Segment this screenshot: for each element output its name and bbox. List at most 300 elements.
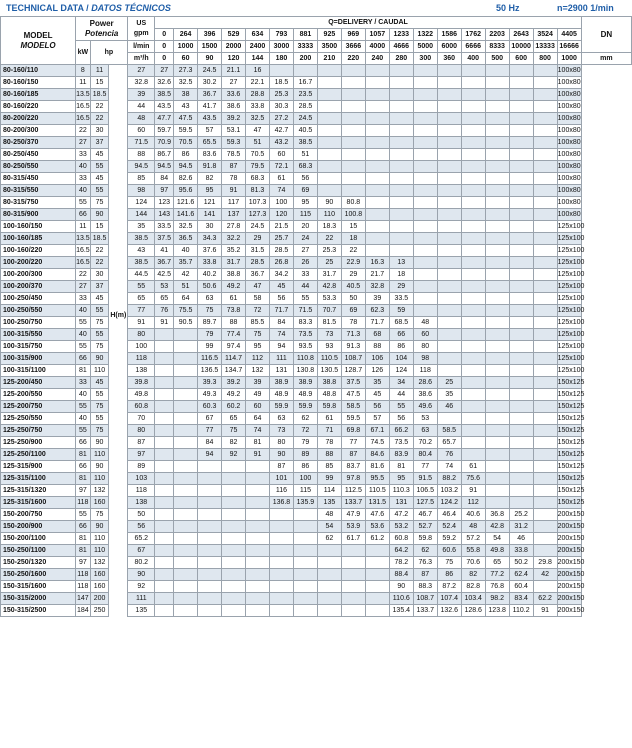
head-value-cell: 35 bbox=[365, 377, 389, 389]
head-value-cell: 91.3 bbox=[341, 341, 365, 353]
head-value-cell bbox=[317, 77, 341, 89]
head-value-cell: 18.5 bbox=[269, 77, 293, 89]
dn-cell: 200x150 bbox=[557, 569, 581, 581]
gpm-value: 3524 bbox=[533, 29, 557, 41]
head-value-cell: 94.5 bbox=[128, 161, 155, 173]
head-value-cell: 54 bbox=[485, 533, 509, 545]
head-value-cell bbox=[155, 437, 174, 449]
head-value-cell: 47.5 bbox=[341, 389, 365, 401]
model-cell: 125-250/550 bbox=[1, 413, 76, 425]
head-value-cell bbox=[155, 533, 174, 545]
head-value-cell: 52.7 bbox=[413, 521, 437, 533]
frequency-label: 50 Hz bbox=[496, 3, 520, 13]
head-value-cell: 59.8 bbox=[317, 401, 341, 413]
head-value-cell bbox=[461, 161, 485, 173]
kw-header: kW bbox=[76, 41, 91, 65]
head-value-cell: 30.3 bbox=[269, 101, 293, 113]
head-value-cell bbox=[174, 461, 198, 473]
head-value-cell: 51 bbox=[174, 281, 198, 293]
head-value-cell: 49.6 bbox=[413, 401, 437, 413]
head-value-cell bbox=[461, 425, 485, 437]
head-value-cell: 16 bbox=[246, 65, 270, 77]
head-value-cell bbox=[413, 137, 437, 149]
head-value-cell bbox=[461, 365, 485, 377]
head-value-cell bbox=[461, 185, 485, 197]
head-value-cell: 60.3 bbox=[198, 401, 222, 413]
dn-cell: 125x100 bbox=[557, 305, 581, 317]
head-value-cell: 81 bbox=[246, 437, 270, 449]
lmin-value: 16666 bbox=[557, 41, 581, 53]
head-value-cell: 83.3 bbox=[293, 317, 317, 329]
head-value-cell bbox=[155, 353, 174, 365]
head-value-cell: 61 bbox=[269, 173, 293, 185]
kw-cell: 55 bbox=[76, 401, 91, 413]
head-value-cell bbox=[437, 269, 461, 281]
head-value-cell bbox=[533, 413, 557, 425]
head-value-cell bbox=[533, 545, 557, 557]
head-value-cell: 83.9 bbox=[389, 449, 413, 461]
head-value-cell: 39.3 bbox=[198, 377, 222, 389]
head-value-cell bbox=[533, 89, 557, 101]
head-value-cell: 137 bbox=[222, 209, 246, 221]
head-value-cell: 141 bbox=[198, 209, 222, 221]
head-value-cell bbox=[269, 581, 293, 593]
head-value-cell bbox=[389, 209, 413, 221]
table-row bbox=[1, 293, 632, 305]
head-value-cell bbox=[533, 437, 557, 449]
head-value-cell: 43.2 bbox=[269, 137, 293, 149]
head-value-cell: 63 bbox=[269, 413, 293, 425]
head-value-cell: 43.5 bbox=[155, 101, 174, 113]
head-value-cell bbox=[509, 281, 533, 293]
dn-cell: 150x125 bbox=[557, 425, 581, 437]
table-row bbox=[1, 317, 632, 329]
head-value-cell: 93.5 bbox=[293, 341, 317, 353]
head-value-cell: 131 bbox=[389, 497, 413, 509]
head-value-cell bbox=[437, 413, 461, 425]
model-cell: 125-315/1100 bbox=[1, 473, 76, 485]
dn-cell: 100x80 bbox=[557, 101, 581, 113]
hp-cell: 22 bbox=[90, 113, 109, 125]
gpm-unit-header bbox=[128, 17, 155, 41]
head-value-cell: 72.1 bbox=[269, 161, 293, 173]
head-value-cell bbox=[485, 425, 509, 437]
head-value-cell: 138 bbox=[128, 365, 155, 377]
gpm-value: 264 bbox=[174, 29, 198, 41]
head-value-cell bbox=[246, 605, 270, 617]
hp-cell: 90 bbox=[90, 461, 109, 473]
table-row bbox=[1, 485, 632, 497]
head-value-cell bbox=[174, 497, 198, 509]
head-value-cell: 76 bbox=[155, 305, 174, 317]
table-row bbox=[1, 545, 632, 557]
head-value-cell: 53.1 bbox=[222, 125, 246, 137]
head-value-cell bbox=[222, 485, 246, 497]
head-value-cell bbox=[413, 65, 437, 77]
head-value-cell: 48.9 bbox=[293, 389, 317, 401]
head-value-cell bbox=[533, 221, 557, 233]
head-value-cell: 94.5 bbox=[174, 161, 198, 173]
head-value-cell: 32.5 bbox=[174, 221, 198, 233]
head-value-cell: 91.5 bbox=[413, 473, 437, 485]
head-value-cell: 76.8 bbox=[485, 581, 509, 593]
head-value-cell bbox=[461, 353, 485, 365]
dn-cell: 125x100 bbox=[557, 293, 581, 305]
head-value-cell bbox=[485, 101, 509, 113]
head-value-cell bbox=[437, 245, 461, 257]
model-cell: 150-200/750 bbox=[1, 509, 76, 521]
head-value-cell: 26.8 bbox=[269, 257, 293, 269]
head-value-cell: 108.7 bbox=[341, 353, 365, 365]
head-value-cell bbox=[509, 233, 533, 245]
head-value-cell: 63 bbox=[198, 293, 222, 305]
lmin-unit-header: l/min bbox=[128, 41, 155, 53]
kw-cell: 40 bbox=[76, 329, 91, 341]
head-value-cell bbox=[437, 77, 461, 89]
head-value-cell bbox=[174, 365, 198, 377]
head-value-cell: 62.2 bbox=[533, 593, 557, 605]
head-value-cell: 71.5 bbox=[128, 137, 155, 149]
dn-cell: 100x80 bbox=[557, 209, 581, 221]
lmin-value: 0 bbox=[155, 41, 174, 53]
head-value-cell bbox=[365, 161, 389, 173]
table-row bbox=[1, 509, 632, 521]
kw-cell: 81 bbox=[76, 449, 91, 461]
head-value-cell: 91 bbox=[222, 185, 246, 197]
head-value-cell bbox=[437, 365, 461, 377]
head-value-cell bbox=[533, 233, 557, 245]
head-value-cell: 36.8 bbox=[485, 509, 509, 521]
head-value-cell bbox=[485, 485, 509, 497]
head-value-cell bbox=[461, 401, 485, 413]
head-value-cell: 48 bbox=[413, 317, 437, 329]
hp-cell: 110 bbox=[90, 545, 109, 557]
head-value-cell: 55.8 bbox=[461, 545, 485, 557]
head-value-cell bbox=[461, 77, 485, 89]
kw-cell: 40 bbox=[76, 161, 91, 173]
head-value-cell bbox=[485, 137, 509, 149]
model-cell: 100-250/550 bbox=[1, 305, 76, 317]
head-value-cell bbox=[485, 149, 509, 161]
head-value-cell bbox=[437, 173, 461, 185]
head-value-cell: 22 bbox=[341, 245, 365, 257]
head-value-cell: 35 bbox=[437, 389, 461, 401]
head-value-cell: 37.5 bbox=[155, 233, 174, 245]
head-value-cell bbox=[533, 101, 557, 113]
head-value-cell bbox=[509, 353, 533, 365]
head-value-cell: 59.9 bbox=[269, 401, 293, 413]
hp-cell: 30 bbox=[90, 269, 109, 281]
head-value-cell bbox=[509, 485, 533, 497]
kw-cell: 55 bbox=[76, 317, 91, 329]
head-value-cell: 27 bbox=[128, 65, 155, 77]
head-value-cell: 88 bbox=[222, 317, 246, 329]
model-header-es: MODELO bbox=[20, 40, 56, 50]
dn-cell: 200x150 bbox=[557, 605, 581, 617]
head-value-cell: 48 bbox=[461, 521, 485, 533]
head-value-cell: 132.6 bbox=[437, 605, 461, 617]
model-cell: 125-250/1100 bbox=[1, 449, 76, 461]
head-value-cell bbox=[389, 161, 413, 173]
dn-cell: 150x125 bbox=[557, 461, 581, 473]
head-value-cell: 79 bbox=[293, 437, 317, 449]
head-value-cell bbox=[461, 257, 485, 269]
head-value-cell bbox=[533, 245, 557, 257]
model-cell: 80-315/450 bbox=[1, 173, 76, 185]
head-value-cell bbox=[461, 89, 485, 101]
head-value-cell: 59.7 bbox=[155, 125, 174, 137]
head-value-cell: 78 bbox=[317, 437, 341, 449]
head-value-cell: 56 bbox=[389, 413, 413, 425]
head-value-cell: 62 bbox=[317, 533, 341, 545]
head-value-cell bbox=[533, 473, 557, 485]
head-value-cell bbox=[437, 353, 461, 365]
head-value-cell: 77 bbox=[198, 425, 222, 437]
head-value-cell bbox=[269, 605, 293, 617]
table-row bbox=[1, 593, 632, 605]
model-cell: 150-250/1600 bbox=[1, 569, 76, 581]
head-value-cell bbox=[485, 113, 509, 125]
head-value-cell: 47.9 bbox=[341, 509, 365, 521]
head-value-cell: 42 bbox=[533, 569, 557, 581]
hp-cell: 37 bbox=[90, 281, 109, 293]
head-value-cell bbox=[485, 449, 509, 461]
model-cell: 100-160/185 bbox=[1, 233, 76, 245]
head-value-cell bbox=[317, 137, 341, 149]
head-value-cell: 35.2 bbox=[222, 245, 246, 257]
head-value-cell: 93 bbox=[317, 341, 341, 353]
head-value-cell bbox=[485, 65, 509, 77]
head-value-cell: 115 bbox=[293, 209, 317, 221]
head-value-cell: 59.5 bbox=[174, 125, 198, 137]
model-cell: 100-200/370 bbox=[1, 281, 76, 293]
head-value-cell: 27.2 bbox=[269, 113, 293, 125]
head-value-cell bbox=[509, 149, 533, 161]
head-value-cell: 90 bbox=[389, 581, 413, 593]
dn-cell: 150x125 bbox=[557, 449, 581, 461]
m3h-value: 220 bbox=[341, 53, 365, 65]
gpm-label: gpm bbox=[133, 29, 149, 37]
head-value-cell bbox=[365, 173, 389, 185]
head-value-cell: 74 bbox=[437, 461, 461, 473]
kw-cell: 16.5 bbox=[76, 245, 91, 257]
head-value-cell: 45 bbox=[365, 389, 389, 401]
m3h-value: 200 bbox=[293, 53, 317, 65]
head-value-cell bbox=[389, 233, 413, 245]
gpm-value: 0 bbox=[155, 29, 174, 41]
head-value-cell: 83.6 bbox=[198, 149, 222, 161]
dn-cell: 150x125 bbox=[557, 413, 581, 425]
head-value-cell: 69 bbox=[293, 185, 317, 197]
table-row bbox=[1, 365, 632, 377]
kw-cell: 81 bbox=[76, 545, 91, 557]
model-cell: 80-200/220 bbox=[1, 113, 76, 125]
head-value-cell: 84 bbox=[269, 317, 293, 329]
head-value-cell: 116 bbox=[269, 485, 293, 497]
head-value-cell: 53.2 bbox=[389, 521, 413, 533]
head-value-cell bbox=[533, 77, 557, 89]
hp-cell: 160 bbox=[90, 581, 109, 593]
head-value-cell: 71 bbox=[317, 425, 341, 437]
head-value-cell: 43 bbox=[128, 245, 155, 257]
head-value-cell: 40 bbox=[174, 245, 198, 257]
head-value-cell: 62 bbox=[413, 545, 437, 557]
head-value-cell: 99 bbox=[317, 473, 341, 485]
head-value-cell: 82 bbox=[222, 437, 246, 449]
head-value-cell bbox=[509, 65, 533, 77]
head-value-cell: 40.6 bbox=[461, 509, 485, 521]
head-value-cell: 59.2 bbox=[437, 533, 461, 545]
head-value-cell: 25.3 bbox=[269, 89, 293, 101]
head-value-cell bbox=[293, 509, 317, 521]
head-value-cell bbox=[341, 569, 365, 581]
head-value-cell bbox=[509, 209, 533, 221]
head-value-cell: 21.1 bbox=[222, 65, 246, 77]
table-row bbox=[1, 185, 632, 197]
m3h-value: 360 bbox=[437, 53, 461, 65]
dn-cell: 100x80 bbox=[557, 173, 581, 185]
head-value-cell bbox=[509, 185, 533, 197]
head-value-cell: 25.3 bbox=[317, 245, 341, 257]
head-value-cell: 42.8 bbox=[485, 521, 509, 533]
head-value-cell: 95.6 bbox=[174, 185, 198, 197]
head-value-cell: 70.5 bbox=[174, 137, 198, 149]
head-value-cell bbox=[365, 233, 389, 245]
gpm-value: 1322 bbox=[413, 29, 437, 41]
head-value-cell bbox=[485, 353, 509, 365]
head-value-cell: 55 bbox=[128, 281, 155, 293]
head-value-cell bbox=[509, 101, 533, 113]
dn-header: DN bbox=[581, 17, 631, 53]
head-value-cell: 51 bbox=[246, 137, 270, 149]
hp-cell: 15 bbox=[90, 221, 109, 233]
kw-cell: 13.5 bbox=[76, 233, 91, 245]
head-value-cell bbox=[269, 557, 293, 569]
head-value-cell bbox=[461, 281, 485, 293]
head-value-cell: 47.6 bbox=[365, 509, 389, 521]
head-value-cell: 110.6 bbox=[389, 593, 413, 605]
head-value-cell: 63 bbox=[413, 425, 437, 437]
head-value-cell: 112 bbox=[246, 353, 270, 365]
head-value-cell: 78 bbox=[222, 173, 246, 185]
table-row bbox=[1, 149, 632, 161]
head-value-cell bbox=[341, 173, 365, 185]
head-value-cell: 121.6 bbox=[174, 197, 198, 209]
m3h-value: 0 bbox=[155, 53, 174, 65]
table-row bbox=[1, 521, 632, 533]
head-value-cell: 90 bbox=[128, 569, 155, 581]
lmin-value: 2000 bbox=[222, 41, 246, 53]
head-value-cell: 73 bbox=[269, 425, 293, 437]
kw-cell: 55 bbox=[76, 341, 91, 353]
head-value-cell: 36.7 bbox=[198, 89, 222, 101]
head-value-cell: 31.5 bbox=[246, 245, 270, 257]
head-label: H(m) bbox=[110, 312, 127, 319]
head-value-cell bbox=[485, 185, 509, 197]
head-value-cell bbox=[155, 521, 174, 533]
head-value-cell bbox=[509, 377, 533, 389]
head-value-cell: 73.5 bbox=[389, 437, 413, 449]
head-value-cell bbox=[293, 65, 317, 77]
hp-cell: 22 bbox=[90, 101, 109, 113]
head-value-cell bbox=[533, 161, 557, 173]
head-value-cell: 34.3 bbox=[198, 233, 222, 245]
hp-cell: 55 bbox=[90, 305, 109, 317]
head-value-cell bbox=[317, 545, 341, 557]
table-row bbox=[1, 137, 632, 149]
head-value-cell bbox=[341, 161, 365, 173]
head-value-cell: 71.7 bbox=[269, 305, 293, 317]
head-value-cell bbox=[155, 557, 174, 569]
head-value-cell bbox=[485, 317, 509, 329]
head-value-cell: 89.7 bbox=[198, 317, 222, 329]
head-value-cell: 27 bbox=[293, 245, 317, 257]
head-value-cell bbox=[155, 461, 174, 473]
lmin-value: 6000 bbox=[437, 41, 461, 53]
head-value-cell bbox=[485, 401, 509, 413]
head-value-cell bbox=[509, 461, 533, 473]
head-value-cell: 57 bbox=[365, 413, 389, 425]
head-value-cell: 116.5 bbox=[198, 353, 222, 365]
head-value-cell bbox=[437, 281, 461, 293]
head-value-cell bbox=[413, 305, 437, 317]
head-value-cell: 36.5 bbox=[174, 233, 198, 245]
kw-cell: 81 bbox=[76, 365, 91, 377]
head-value-cell: 72 bbox=[293, 425, 317, 437]
head-value-cell bbox=[461, 269, 485, 281]
head-value-cell bbox=[341, 89, 365, 101]
head-value-cell bbox=[341, 65, 365, 77]
head-value-cell bbox=[174, 605, 198, 617]
head-value-cell bbox=[485, 341, 509, 353]
dn-cell: 125x100 bbox=[557, 257, 581, 269]
head-value-cell: 67.1 bbox=[365, 425, 389, 437]
model-cell: 150-250/1320 bbox=[1, 557, 76, 569]
head-value-cell bbox=[461, 413, 485, 425]
kw-cell: 66 bbox=[76, 437, 91, 449]
dn-cell: 100x80 bbox=[557, 89, 581, 101]
dn-cell: 200x150 bbox=[557, 545, 581, 557]
head-value-cell: 29.8 bbox=[533, 557, 557, 569]
head-value-cell bbox=[509, 329, 533, 341]
head-value-cell: 59.9 bbox=[293, 401, 317, 413]
head-value-cell bbox=[437, 329, 461, 341]
model-cell: 150-315/2500 bbox=[1, 605, 76, 617]
lmin-value: 3666 bbox=[341, 41, 365, 53]
head-value-cell: 50.6 bbox=[198, 281, 222, 293]
head-value-cell bbox=[155, 605, 174, 617]
head-value-cell bbox=[413, 209, 437, 221]
head-value-cell bbox=[317, 113, 341, 125]
head-value-cell: 33.5 bbox=[155, 221, 174, 233]
head-value-cell bbox=[389, 137, 413, 149]
model-cell: 150-200/1100 bbox=[1, 533, 76, 545]
head-value-cell: 30 bbox=[198, 221, 222, 233]
head-value-cell bbox=[461, 245, 485, 257]
head-value-cell: 84.6 bbox=[365, 449, 389, 461]
head-value-cell: 48.9 bbox=[269, 389, 293, 401]
head-value-cell: 86 bbox=[174, 149, 198, 161]
head-value-cell: 71.5 bbox=[293, 305, 317, 317]
head-value-cell: 74 bbox=[269, 185, 293, 197]
head-value-cell: 81 bbox=[389, 461, 413, 473]
hp-cell: 132 bbox=[90, 557, 109, 569]
head-value-cell: 100 bbox=[269, 197, 293, 209]
head-value-cell: 111 bbox=[269, 353, 293, 365]
head-value-cell bbox=[246, 533, 270, 545]
table-row bbox=[1, 533, 632, 545]
head-value-cell: 114.7 bbox=[222, 353, 246, 365]
